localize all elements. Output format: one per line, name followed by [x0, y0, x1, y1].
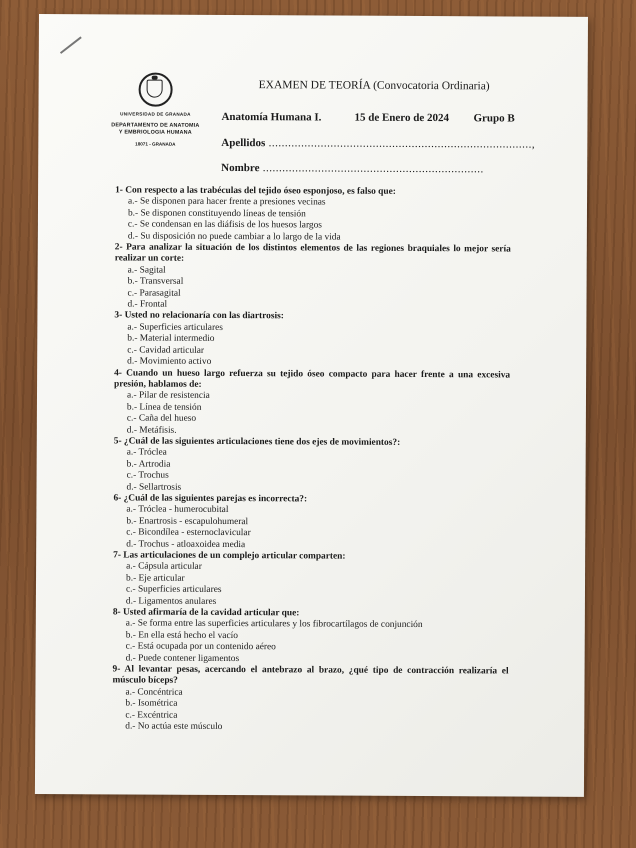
question-list: [112, 185, 511, 735]
department-line-1: DEPARTAMENTO DE ANATOMIA: [111, 122, 200, 129]
question-text: 6- ¿Cuál de las siguientes parejas es incorrecta?:: [113, 493, 308, 505]
answer-option: d.- Sellartrosis: [126, 482, 182, 493]
pen-mark: [60, 36, 82, 53]
exam-group: Grupo B: [473, 112, 515, 125]
answer-option: a.- Pilar de resistencia: [126, 390, 210, 402]
question-9: [112, 664, 508, 735]
question-3: [114, 311, 510, 370]
exam-title-main: EXAMEN DE TEORÍA: [258, 79, 371, 92]
question-text: 7- Las articulaciones de un complejo articular comparten:: [113, 550, 346, 562]
question-2: [114, 242, 510, 313]
postal-city: 18071 - GRANADA: [135, 141, 176, 147]
answer-option: c.- Trochus: [126, 470, 169, 481]
answer-option: b.- Línea de tensión: [126, 402, 202, 413]
answer-option: b.- Transversal: [127, 276, 184, 288]
answer-option: c.- Está ocupada por un contenido aéreo: [125, 641, 276, 653]
answer-option: b.- Material intermedio: [127, 333, 215, 345]
surname-field: [221, 137, 535, 151]
question-text: 4- Cuando un hueso largo refuerza su tejido óseo compacto para hacer frente a una excesiva presión, hablamos de:: [114, 367, 511, 390]
subject-label: Anatomía Humana I.: [221, 110, 322, 124]
answer-option: c.- Cavidad articular: [127, 345, 205, 356]
name-field: [221, 162, 484, 175]
question-4: [114, 368, 510, 439]
answer-option: c.- Parasagital: [127, 288, 181, 299]
university-logo-block: [96, 72, 214, 147]
exam-sheet: [35, 14, 588, 797]
answer-option: b.- En ella está hecho el vacío: [125, 630, 238, 641]
answer-option: a.- Tróclea: [126, 447, 167, 459]
surname-blank: .................................................................................,: [265, 137, 536, 151]
answer-option: d.- Ligamentos anulares: [125, 596, 217, 607]
question-text: 9- Al levantar pesas, acercando el antebrazo al brazo, ¿qué tipo de contracción realizaría el músculo bíceps?: [112, 664, 509, 687]
question-1: [115, 185, 511, 244]
answer-option: c.- Bicondílea - esternoclavicular: [126, 527, 251, 539]
answer-option: a.- Sagital: [127, 265, 166, 276]
answer-option: c.- Caña del hueso: [126, 413, 197, 424]
department-name: [96, 122, 214, 137]
answer-option: a.- Tróclea - humerocubital: [126, 504, 229, 516]
question-5: [113, 436, 509, 495]
answer-option: b.- Artrodia: [126, 459, 171, 470]
name-blank: ....................................................................: [259, 162, 484, 176]
answer-option: d.- Frontal: [127, 299, 168, 310]
answer-option: c.- Superficies articulares: [125, 584, 222, 596]
answer-option: d.- Metáfisis.: [126, 424, 177, 436]
exam-date: 15 de Enero de 2024: [354, 111, 450, 125]
answer-option: b.- Enartrosis - escapulohumeral: [126, 516, 249, 527]
answer-option: c.- Excéntrica: [125, 710, 178, 721]
exam-title: [259, 79, 490, 92]
question-text: 5- ¿Cuál de las siguientes articulaciones tiene dos ejes de movimientos?:: [113, 436, 401, 448]
answer-option: a.- Concéntrica: [125, 687, 183, 698]
answer-option: a.- Cápsula articular: [126, 561, 202, 573]
answer-option: d.- No actúa este músculo: [125, 721, 223, 733]
answer-option: d.- Su disposición no puede cambiar a lo largo de la vida: [127, 231, 341, 243]
question-8: [113, 607, 509, 666]
surname-label: Apellidos: [221, 136, 266, 150]
answer-option: d.- Trochus - atloaxoidea media: [126, 539, 246, 550]
university-name: UNIVERSIDAD DE GRANADA: [120, 111, 191, 117]
answer-option: d.- Puede contener ligamentos: [125, 653, 240, 664]
exam-title-sub: (Convocatoria Ordinaria): [370, 79, 490, 93]
answer-option: b.- Isométrica: [125, 698, 178, 710]
question-7: [113, 550, 509, 609]
answer-option: d.- Movimiento activo: [127, 356, 212, 368]
answer-option: c.- Se condensan en las diáfisis de los huesos largos: [127, 219, 322, 231]
question-text: 2- Para analizar la situación de los distintos elementos de las regiones braquiales lo mejor sería realizar un corte:: [114, 242, 511, 265]
question-text: 8- Usted afirmaría de la cavidad articular que:: [112, 607, 300, 619]
question-text: 3- Usted no relacionaría con las diartrosis:: [114, 310, 284, 322]
answer-option: a.- Superficies articulares: [127, 322, 223, 333]
department-line-2: Y EMBRIOLOGIA HUMANA: [118, 129, 192, 136]
answer-option: b.- Se disponen constituyendo líneas de tensión: [127, 208, 306, 220]
university-seal-icon: [139, 73, 173, 107]
name-label: Nombre: [221, 161, 260, 175]
answer-option: b.- Eje articular: [126, 573, 185, 584]
answer-option: a.- Se disponen para hacer frente a presiones vecinas: [127, 196, 326, 208]
question-text: 1- Con respecto a las trabéculas del tejido óseo esponjoso, es falso que:: [115, 185, 396, 197]
question-6: [113, 493, 509, 552]
answer-option: a.- Se forma entre las superficies articulares y los fibrocartílagos de conjunción: [125, 618, 423, 631]
